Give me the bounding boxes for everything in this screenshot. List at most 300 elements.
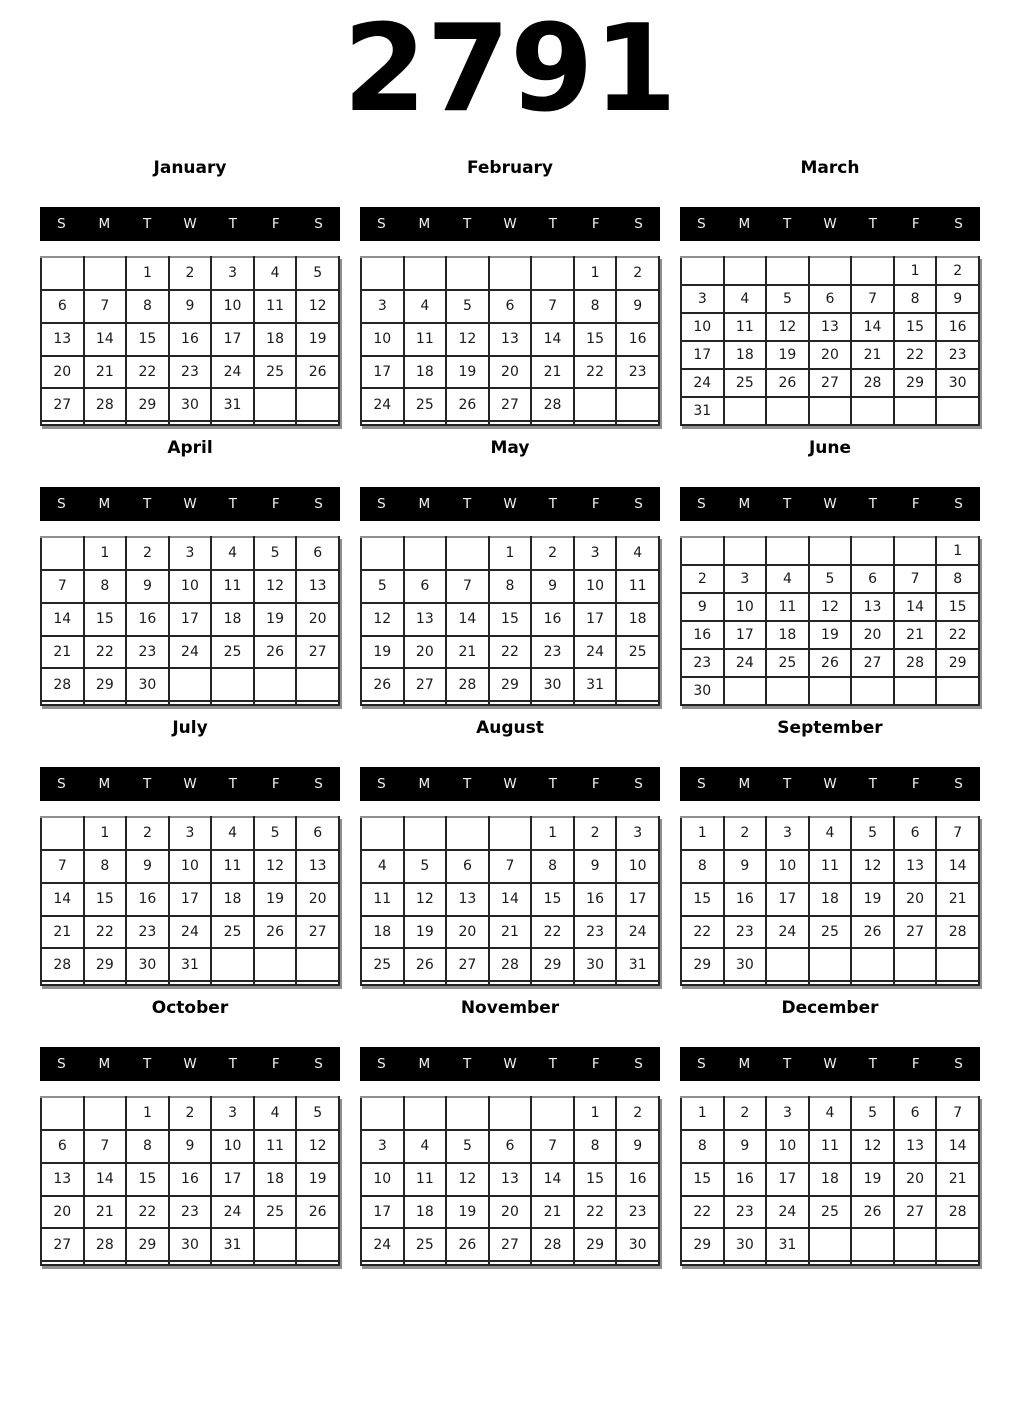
weekday-label: W: [183, 1056, 197, 1072]
weekday-label: M: [98, 1056, 111, 1072]
day-table-body: [681, 537, 979, 705]
weekday-label: W: [823, 216, 837, 232]
month-title: November: [460, 998, 560, 1018]
week-row: [361, 668, 659, 701]
day-cell: 15: [126, 323, 169, 356]
month-table-wrap: [680, 536, 980, 706]
day-cell-empty: [766, 981, 809, 985]
day-cell: 27: [446, 948, 489, 981]
day-cell: 1: [574, 257, 617, 290]
day-cell: 13: [894, 1130, 937, 1163]
day-cell: 1: [531, 817, 574, 850]
day-cell-empty: [724, 1261, 767, 1265]
months-grid: [0, 150, 1020, 1270]
day-cell: 10: [169, 570, 212, 603]
day-cell: 9: [574, 850, 617, 883]
day-cell-empty: [809, 1228, 852, 1261]
day-cell: 15: [84, 603, 127, 636]
day-cell: 4: [809, 1097, 852, 1130]
day-cell-empty: [41, 981, 84, 985]
day-cell-empty: [531, 421, 574, 425]
week-row: [41, 1196, 339, 1229]
day-cell: 11: [724, 313, 767, 341]
day-cell: 28: [41, 668, 84, 701]
day-cell: 6: [446, 850, 489, 883]
day-cell-empty: [211, 421, 254, 425]
day-cell: 21: [894, 621, 937, 649]
day-cell: 24: [169, 636, 212, 669]
day-cell: 2: [681, 565, 724, 593]
day-cell: 16: [574, 883, 617, 916]
week-row: [681, 593, 979, 621]
weekday-label: F: [911, 496, 920, 512]
day-cell: 18: [211, 883, 254, 916]
week-row: [361, 323, 659, 356]
day-cell-empty: [809, 677, 852, 705]
day-cell: 25: [361, 948, 404, 981]
week-row: [361, 356, 659, 389]
day-cell-empty: [894, 677, 937, 705]
week-row: [41, 1163, 339, 1196]
day-cell-empty: [724, 981, 767, 985]
day-cell-empty: [446, 817, 489, 850]
month-title: August: [476, 718, 544, 738]
day-cell: 26: [254, 636, 297, 669]
day-cell: 10: [361, 1163, 404, 1196]
day-cell: 14: [84, 1163, 127, 1196]
week-row: [361, 817, 659, 850]
day-cell: 22: [574, 356, 617, 389]
day-cell: 13: [446, 883, 489, 916]
day-cell: 31: [211, 1228, 254, 1261]
weekday-label: M: [418, 1056, 431, 1072]
week-row: [361, 290, 659, 323]
day-cell-empty: [851, 677, 894, 705]
day-cell: 9: [724, 850, 767, 883]
month-day-table: [40, 536, 340, 706]
day-cell-empty: [361, 537, 404, 570]
day-cell: 2: [616, 1097, 659, 1130]
day-cell: 3: [724, 565, 767, 593]
day-cell: 6: [809, 285, 852, 313]
day-cell: 27: [296, 636, 339, 669]
day-cell: 13: [489, 1163, 532, 1196]
weekday-label: M: [738, 776, 751, 792]
day-cell: 23: [574, 916, 617, 949]
week-row: [361, 603, 659, 636]
weekday-label: W: [503, 776, 517, 792]
day-cell: 20: [41, 1196, 84, 1229]
day-cell: 14: [489, 883, 532, 916]
day-table-body: [41, 537, 339, 705]
day-cell-empty: [809, 981, 852, 985]
day-cell-empty: [296, 1261, 339, 1265]
day-cell-empty: [296, 421, 339, 425]
day-cell: 25: [254, 1196, 297, 1229]
day-cell-empty: [446, 421, 489, 425]
day-cell: 17: [361, 356, 404, 389]
week-row: [361, 883, 659, 916]
day-cell: 14: [851, 313, 894, 341]
day-cell-empty: [254, 701, 297, 705]
month-day-table: [360, 256, 660, 426]
weekday-label: F: [591, 496, 600, 512]
day-cell-empty: [681, 257, 724, 285]
day-cell: 1: [681, 817, 724, 850]
weekday-label: S: [314, 1056, 323, 1072]
day-cell-empty: [574, 981, 617, 985]
day-cell: 21: [489, 916, 532, 949]
day-cell: 1: [126, 1097, 169, 1130]
day-cell-empty: [936, 1228, 979, 1261]
day-cell: 4: [404, 1130, 447, 1163]
weekday-label: T: [783, 776, 792, 792]
day-cell: 15: [936, 593, 979, 621]
day-cell: 24: [211, 356, 254, 389]
day-cell: 28: [489, 948, 532, 981]
day-cell: 30: [616, 1228, 659, 1261]
day-cell: 13: [851, 593, 894, 621]
day-cell: 25: [404, 1228, 447, 1261]
week-row: [361, 1228, 659, 1261]
week-row: [361, 421, 659, 425]
week-row: [361, 1163, 659, 1196]
day-cell-empty: [809, 1261, 852, 1265]
day-cell: 31: [766, 1228, 809, 1261]
day-cell-empty: [254, 668, 297, 701]
day-cell: 5: [809, 565, 852, 593]
weekday-label: T: [548, 776, 557, 792]
weekday-label: M: [98, 496, 111, 512]
week-row: [41, 603, 339, 636]
weekday-label: S: [314, 216, 323, 232]
day-cell: 20: [296, 883, 339, 916]
day-cell: 15: [84, 883, 127, 916]
weekday-label: M: [738, 216, 751, 232]
day-cell-empty: [211, 701, 254, 705]
weekday-header: [40, 487, 340, 521]
day-cell-empty: [851, 1228, 894, 1261]
day-cell: 2: [574, 817, 617, 850]
day-cell-empty: [489, 817, 532, 850]
day-cell: 23: [616, 1196, 659, 1229]
weekday-label: T: [228, 216, 237, 232]
day-cell: 23: [531, 636, 574, 669]
week-row: [41, 916, 339, 949]
day-cell: 6: [41, 1130, 84, 1163]
week-row: [681, 883, 979, 916]
day-cell: 21: [446, 636, 489, 669]
day-cell: 7: [531, 1130, 574, 1163]
week-row: [361, 916, 659, 949]
day-cell-empty: [851, 1261, 894, 1265]
day-cell: 8: [126, 1130, 169, 1163]
weekday-header: [40, 1047, 340, 1081]
day-cell-empty: [254, 388, 297, 421]
day-cell: 16: [126, 883, 169, 916]
day-cell: 27: [489, 388, 532, 421]
day-cell: 14: [936, 850, 979, 883]
week-row: [361, 1130, 659, 1163]
day-cell-empty: [681, 537, 724, 565]
month-day-table: [680, 816, 980, 986]
day-cell: 25: [809, 1196, 852, 1229]
day-cell: 23: [169, 356, 212, 389]
day-cell: 4: [724, 285, 767, 313]
month-block: [360, 990, 660, 1270]
day-cell: 11: [211, 570, 254, 603]
weekday-label: T: [463, 1056, 472, 1072]
weekday-label: S: [634, 496, 643, 512]
day-cell: 30: [169, 1228, 212, 1261]
day-cell: 20: [404, 636, 447, 669]
day-cell: 26: [254, 916, 297, 949]
day-cell: 28: [851, 369, 894, 397]
month-table-wrap: [360, 256, 660, 426]
week-row: [681, 621, 979, 649]
day-cell-empty: [211, 1261, 254, 1265]
day-cell: 27: [851, 649, 894, 677]
month-block: [40, 990, 340, 1270]
day-cell: 21: [531, 1196, 574, 1229]
week-row: [41, 883, 339, 916]
day-cell: 20: [851, 621, 894, 649]
day-cell: 31: [211, 388, 254, 421]
week-row: [361, 1261, 659, 1265]
day-cell-empty: [616, 668, 659, 701]
day-cell: 16: [724, 883, 767, 916]
day-cell-empty: [211, 948, 254, 981]
day-cell: 7: [936, 1097, 979, 1130]
weekday-label: M: [738, 1056, 751, 1072]
weekday-label: S: [377, 496, 386, 512]
day-cell: 25: [254, 356, 297, 389]
day-cell: 18: [404, 356, 447, 389]
day-cell: 8: [126, 290, 169, 323]
day-cell-empty: [851, 397, 894, 425]
day-cell-empty: [574, 701, 617, 705]
day-cell-empty: [489, 257, 532, 290]
weekday-header: [360, 487, 660, 521]
day-cell-empty: [404, 1097, 447, 1130]
week-row: [681, 948, 979, 981]
day-cell: 8: [574, 290, 617, 323]
day-cell: 12: [361, 603, 404, 636]
month-day-table: [680, 256, 980, 426]
day-cell: 5: [296, 257, 339, 290]
day-cell-empty: [766, 1261, 809, 1265]
day-cell: 20: [489, 1196, 532, 1229]
week-row: [41, 570, 339, 603]
day-cell-empty: [446, 1097, 489, 1130]
day-cell: 30: [126, 668, 169, 701]
day-cell: 21: [531, 356, 574, 389]
weekday-label: T: [548, 216, 557, 232]
day-cell: 23: [724, 916, 767, 949]
day-cell: 31: [574, 668, 617, 701]
weekday-label: T: [143, 1056, 152, 1072]
day-cell-empty: [41, 701, 84, 705]
day-cell: 5: [446, 290, 489, 323]
day-cell: 19: [361, 636, 404, 669]
day-cell-empty: [894, 397, 937, 425]
day-cell: 1: [489, 537, 532, 570]
day-cell: 8: [681, 850, 724, 883]
day-cell-empty: [169, 1261, 212, 1265]
month-title: January: [153, 158, 227, 178]
day-cell: 8: [489, 570, 532, 603]
week-row: [681, 1097, 979, 1130]
day-cell-empty: [489, 701, 532, 705]
day-cell: 8: [531, 850, 574, 883]
day-cell: 27: [296, 916, 339, 949]
weekday-label: W: [823, 496, 837, 512]
day-cell: 28: [936, 916, 979, 949]
day-cell-empty: [169, 668, 212, 701]
day-cell: 30: [724, 948, 767, 981]
month-block: [680, 710, 980, 990]
day-cell: 17: [169, 883, 212, 916]
day-cell: 31: [681, 397, 724, 425]
weekday-label: T: [783, 1056, 792, 1072]
day-cell: 12: [809, 593, 852, 621]
day-cell: 3: [211, 257, 254, 290]
day-cell: 15: [126, 1163, 169, 1196]
day-cell-empty: [766, 537, 809, 565]
day-cell-empty: [211, 981, 254, 985]
day-cell-empty: [254, 948, 297, 981]
week-row: [681, 1261, 979, 1265]
day-cell: 7: [531, 290, 574, 323]
weekday-label: S: [57, 216, 66, 232]
day-cell: 4: [766, 565, 809, 593]
weekday-label: T: [868, 1056, 877, 1072]
week-row: [41, 668, 339, 701]
day-cell-empty: [404, 817, 447, 850]
day-cell: 26: [851, 916, 894, 949]
day-cell-empty: [936, 948, 979, 981]
day-cell-empty: [41, 421, 84, 425]
weekday-label: F: [271, 216, 280, 232]
day-cell: 27: [894, 916, 937, 949]
day-cell: 8: [574, 1130, 617, 1163]
day-cell: 19: [404, 916, 447, 949]
day-cell-empty: [84, 421, 127, 425]
weekday-label: S: [697, 496, 706, 512]
month-table-wrap: [680, 1096, 980, 1266]
month-title: October: [151, 998, 229, 1018]
day-cell: 21: [84, 1196, 127, 1229]
month-title: July: [172, 718, 208, 738]
weekday-label: W: [503, 216, 517, 232]
day-cell-empty: [446, 257, 489, 290]
day-cell-empty: [809, 948, 852, 981]
day-cell-empty: [41, 1097, 84, 1130]
day-cell: 20: [809, 341, 852, 369]
weekday-label: W: [823, 776, 837, 792]
day-cell-empty: [574, 388, 617, 421]
day-cell: 16: [616, 1163, 659, 1196]
day-cell: 2: [126, 817, 169, 850]
day-cell: 19: [254, 883, 297, 916]
weekday-header: [40, 767, 340, 801]
day-cell: 14: [531, 323, 574, 356]
day-cell-empty: [254, 1261, 297, 1265]
day-cell: 23: [126, 636, 169, 669]
day-cell: 7: [894, 565, 937, 593]
week-row: [41, 981, 339, 985]
weekday-label: W: [183, 496, 197, 512]
month-title: April: [167, 438, 213, 458]
day-cell: 15: [574, 1163, 617, 1196]
week-row: [681, 313, 979, 341]
weekday-header: [680, 1047, 980, 1081]
day-cell: 14: [531, 1163, 574, 1196]
month-table-wrap: [360, 816, 660, 986]
day-cell-empty: [41, 537, 84, 570]
day-cell-empty: [936, 1261, 979, 1265]
day-cell: 17: [681, 341, 724, 369]
day-cell: 9: [724, 1130, 767, 1163]
day-cell-empty: [894, 981, 937, 985]
day-cell: 2: [616, 257, 659, 290]
day-cell: 4: [254, 257, 297, 290]
day-cell-empty: [616, 981, 659, 985]
day-cell: 11: [809, 850, 852, 883]
day-cell: 24: [361, 388, 404, 421]
day-cell-empty: [404, 701, 447, 705]
weekday-label: S: [377, 776, 386, 792]
day-cell: 25: [766, 649, 809, 677]
weekday-header: [680, 487, 980, 521]
month-block: [680, 150, 980, 430]
day-cell-empty: [766, 948, 809, 981]
day-cell: 27: [894, 1196, 937, 1229]
day-cell-empty: [616, 1261, 659, 1265]
day-cell-empty: [84, 257, 127, 290]
day-cell: 16: [169, 323, 212, 356]
month-block: [680, 430, 980, 710]
day-cell-empty: [851, 948, 894, 981]
day-cell-empty: [574, 421, 617, 425]
day-cell: 29: [681, 948, 724, 981]
day-cell-empty: [766, 257, 809, 285]
day-table-body: [681, 257, 979, 425]
day-cell: 28: [531, 1228, 574, 1261]
day-cell-empty: [809, 257, 852, 285]
weekday-label: W: [183, 776, 197, 792]
day-cell: 16: [531, 603, 574, 636]
day-cell: 19: [254, 603, 297, 636]
day-cell-empty: [361, 981, 404, 985]
week-row: [361, 257, 659, 290]
day-cell: 13: [41, 1163, 84, 1196]
day-cell: 29: [84, 668, 127, 701]
weekday-label: F: [911, 216, 920, 232]
day-cell-empty: [724, 537, 767, 565]
week-row: [681, 1130, 979, 1163]
year-title: 2791: [343, 0, 677, 139]
day-cell: 16: [936, 313, 979, 341]
day-cell: 9: [616, 290, 659, 323]
day-cell-empty: [296, 668, 339, 701]
day-cell: 11: [616, 570, 659, 603]
day-cell: 11: [211, 850, 254, 883]
day-cell-empty: [361, 701, 404, 705]
day-cell: 23: [936, 341, 979, 369]
day-cell: 17: [616, 883, 659, 916]
week-row: [41, 948, 339, 981]
